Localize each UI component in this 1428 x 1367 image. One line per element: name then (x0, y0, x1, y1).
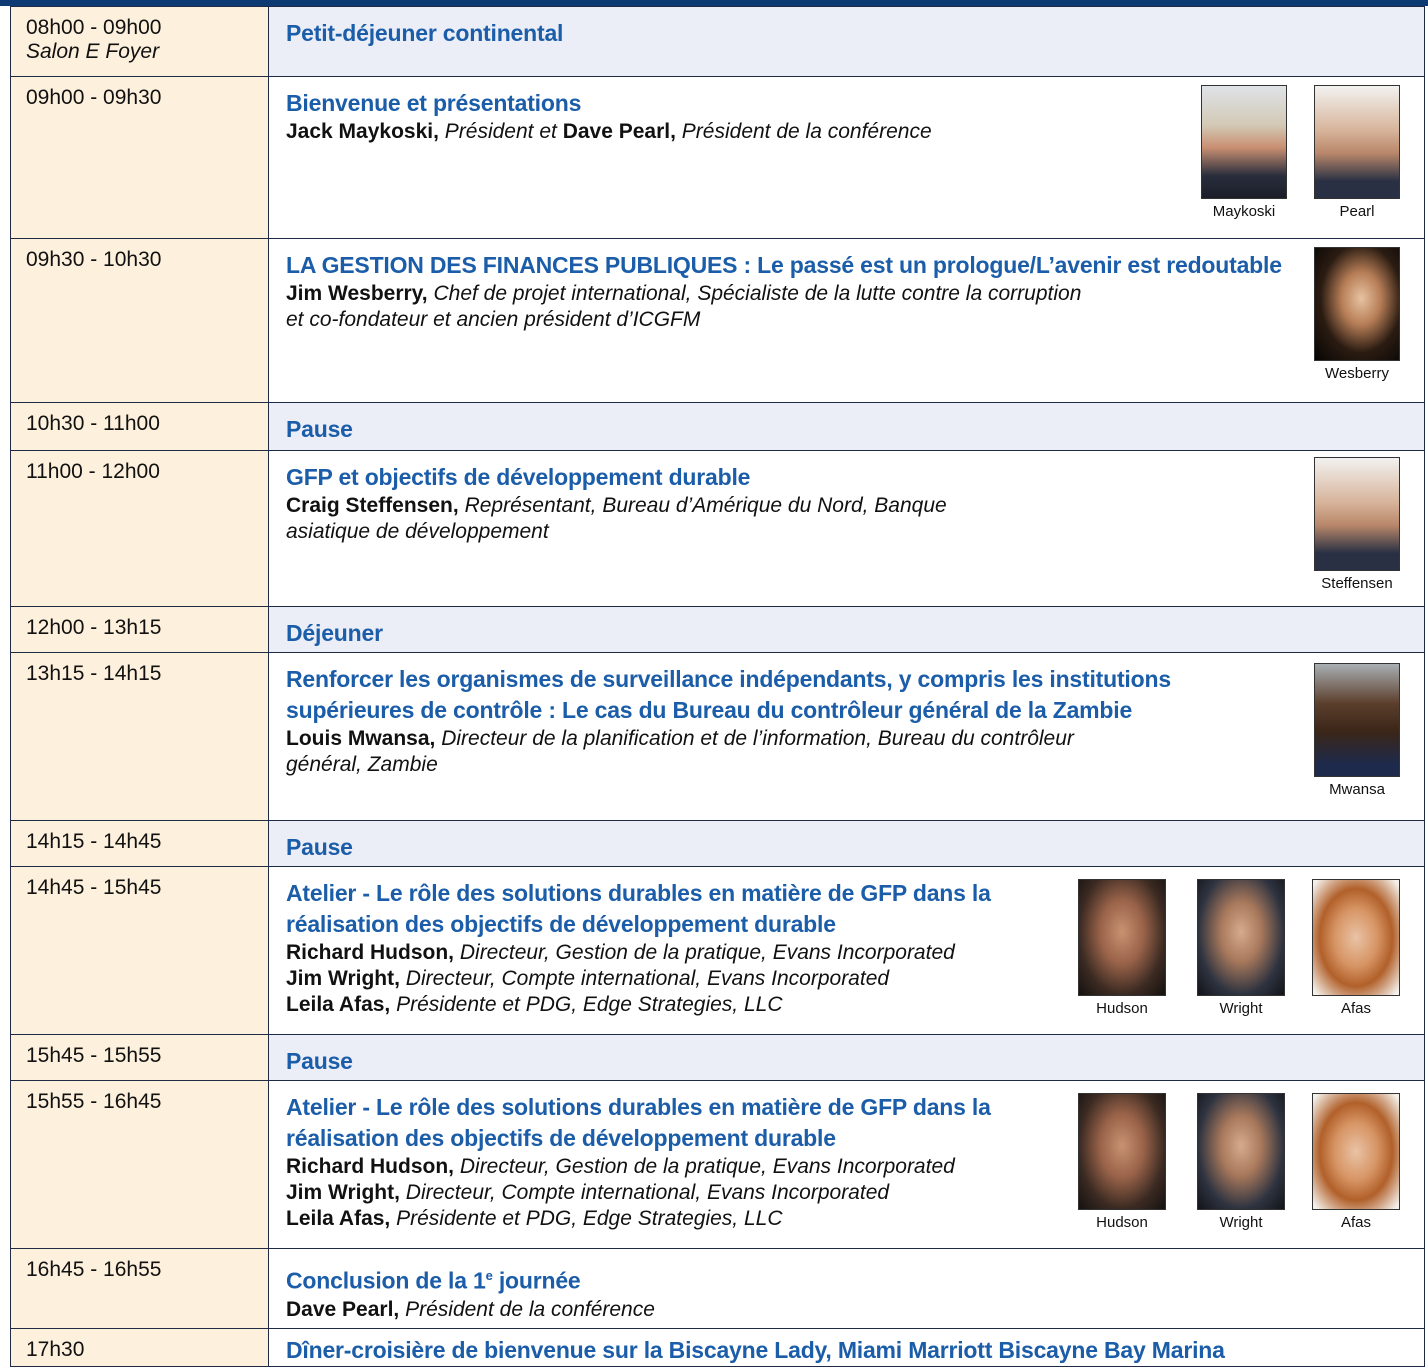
session-cell (269, 1035, 1425, 1081)
session-cell (269, 653, 1425, 821)
photo-caption: Hudson (1096, 1214, 1148, 1231)
session-cell (269, 1329, 1425, 1367)
portrait-image (1201, 85, 1287, 199)
speaker-name: Leila Afas, (286, 1207, 391, 1230)
title-text: journée (492, 1267, 581, 1294)
time-cell (11, 821, 269, 867)
session-title: Bienvenue et présentations (286, 90, 582, 116)
speaker-photo (1312, 879, 1400, 1018)
speaker-name: Jim Wright, (286, 967, 400, 990)
time-label: 09h00 - 09h30 (26, 86, 162, 109)
session-cell (269, 239, 1425, 403)
schedule-row (11, 451, 1425, 607)
schedule-row (11, 7, 1425, 77)
speaker-role: Directeur, Gestion de la pratique, Evans Incorporated (459, 941, 955, 964)
speaker-role: Présidente et PDG, Edge Strategies, LLC (396, 1207, 783, 1230)
speaker-name: Jim Wesberry, (286, 282, 428, 305)
speaker-role: Chef de projet international, Spécialiste de la lutte contre la corruption (433, 282, 1082, 305)
photo-caption: Mwansa (1329, 781, 1385, 798)
time-cell (11, 239, 269, 403)
speaker-line (286, 726, 1424, 778)
session-title (286, 1260, 1424, 1297)
portrait-image (1314, 457, 1400, 571)
speaker-name: Craig Steffensen, (286, 494, 459, 517)
photo-caption: Afas (1340, 1214, 1371, 1231)
speaker-photo (1201, 85, 1287, 221)
session-title: Renforcer les organismes de surveillance indépendants, y compris les institutions (286, 666, 1171, 692)
speaker-name: Dave Pearl, (286, 1297, 400, 1321)
time-label: 16h45 - 16h55 (26, 1258, 162, 1281)
schedule-row (11, 607, 1425, 653)
time-cell (11, 451, 269, 607)
portrait-image (1314, 85, 1400, 199)
session-cell (269, 867, 1425, 1035)
speaker-role: Président et (444, 120, 557, 143)
time-label: 11h00 - 12h00 (26, 460, 160, 483)
schedule-row (11, 653, 1425, 821)
title-text: Conclusion de la 1 (286, 1267, 486, 1294)
time-cell (11, 403, 269, 451)
session-cell (269, 7, 1425, 77)
time-cell (11, 1081, 269, 1249)
speaker-photo (1314, 247, 1400, 383)
session-cell (269, 77, 1425, 239)
time-cell (11, 653, 269, 821)
speaker-photo (1197, 1093, 1285, 1232)
time-label: 08h00 - 09h00 (26, 16, 162, 39)
portrait-image (1314, 663, 1400, 777)
speaker-role: Président de la conférence (681, 120, 932, 143)
time-cell (11, 77, 269, 239)
time-label: 14h15 - 14h45 (26, 830, 162, 853)
speaker-line (286, 493, 1424, 545)
session-title: Petit-déjeuner continental (286, 20, 564, 46)
speaker-role: Directeur, Compte international, Evans Incorporated (405, 1181, 890, 1204)
time-label: 10h30 - 11h00 (26, 412, 160, 435)
time-cell (11, 1249, 269, 1329)
session-title: Déjeuner (286, 620, 383, 646)
speaker-line (286, 1297, 1424, 1323)
speaker-role: général, Zambie (286, 753, 438, 776)
speaker-role: Représentant, Bureau d’Amérique du Nord, Banque (464, 494, 947, 517)
portrait-image (1312, 1093, 1400, 1210)
time-cell (11, 1329, 269, 1367)
session-cell (269, 821, 1425, 867)
speaker-photo (1314, 457, 1400, 593)
photo-caption: Hudson (1096, 1000, 1148, 1017)
session-cell (269, 607, 1425, 653)
session-title: GFP et objectifs de développement durable (286, 464, 751, 490)
photo-caption: Steffensen (1321, 575, 1393, 592)
schedule-row (11, 867, 1425, 1035)
time-label: 09h30 - 10h30 (26, 248, 162, 271)
speaker-role: Présidente et PDG, Edge Strategies, LLC (396, 993, 783, 1016)
schedule-row (11, 1249, 1425, 1329)
speaker-name: Richard Hudson, (286, 941, 455, 964)
speaker-role: Directeur, Compte international, Evans Incorporated (405, 967, 890, 990)
schedule-row (11, 239, 1425, 403)
speaker-photo (1078, 1093, 1166, 1232)
session-title: Pause (286, 1048, 353, 1074)
time-cell (11, 7, 269, 77)
photo-caption: Pearl (1339, 203, 1375, 220)
time-label: 15h55 - 16h45 (26, 1090, 162, 1113)
schedule-row (11, 77, 1425, 239)
title-superscript: e (485, 1268, 493, 1283)
portrait-image (1197, 1093, 1285, 1210)
time-label: 15h45 - 15h55 (26, 1044, 162, 1067)
speaker-name: Jack Maykoski, (286, 120, 439, 143)
schedule-row (11, 1329, 1425, 1367)
session-cell (269, 403, 1425, 451)
time-cell (11, 1035, 269, 1081)
time-label: 13h15 - 14h15 (26, 662, 162, 685)
session-title: supérieures de contrôle : Le cas du Bureau du contrôleur général de la Zambie (286, 697, 1133, 723)
speaker-role: et co-fondateur et ancien président d’ICGFM (286, 308, 701, 331)
time-cell (11, 607, 269, 653)
session-cell (269, 1081, 1425, 1249)
speaker-name: Richard Hudson, (286, 1155, 455, 1178)
portrait-image (1078, 1093, 1166, 1210)
schedule-row (11, 1035, 1425, 1081)
speaker-role: Directeur de la planification et de l’information, Bureau du contrôleur (441, 727, 1074, 750)
session-title: Atelier - Le rôle des solutions durables en matière de GFP dans la (286, 880, 991, 906)
speaker-name: Leila Afas, (286, 993, 391, 1016)
portrait-image (1314, 247, 1400, 361)
schedule-row (11, 403, 1425, 451)
session-cell (269, 451, 1425, 607)
speaker-role: asiatique de développement (286, 520, 549, 543)
photo-caption: Wright (1219, 1000, 1263, 1017)
speaker-photo (1197, 879, 1285, 1018)
portrait-image (1312, 879, 1400, 996)
speaker-name: Jim Wright, (286, 1181, 400, 1204)
speaker-photo (1314, 85, 1400, 221)
time-label: 14h45 - 15h45 (26, 876, 162, 899)
schedule-table (10, 6, 1425, 1367)
speaker-role: Président de la conférence (405, 1297, 655, 1321)
time-cell (11, 867, 269, 1035)
session-title: réalisation des objectifs de développement durable (286, 1125, 836, 1151)
portrait-image (1078, 879, 1166, 996)
photo-caption: Wright (1219, 1214, 1263, 1231)
session-title: LA GESTION DES FINANCES PUBLIQUES : Le passé est un prologue/L’avenir est redoutable (286, 252, 1282, 278)
speaker-name: Louis Mwansa, (286, 727, 436, 750)
photo-caption: Wesberry (1325, 365, 1389, 382)
session-cell (269, 1249, 1425, 1329)
session-title: Pause (286, 834, 353, 860)
time-label: 12h00 - 13h15 (26, 616, 162, 639)
session-title: réalisation des objectifs de développement durable (286, 911, 836, 937)
speaker-photo (1314, 663, 1400, 799)
speaker-role: Directeur, Gestion de la pratique, Evans Incorporated (459, 1155, 955, 1178)
speaker-photo (1078, 879, 1166, 1018)
schedule-row (11, 821, 1425, 867)
schedule-row (11, 1081, 1425, 1249)
photo-caption: Maykoski (1212, 203, 1276, 220)
session-title: Atelier - Le rôle des solutions durables en matière de GFP dans la (286, 1094, 991, 1120)
photo-caption: Afas (1340, 1000, 1371, 1017)
time-label: 17h30 (26, 1338, 85, 1361)
portrait-image (1197, 879, 1285, 996)
location-label: Salon E Foyer (26, 40, 160, 63)
session-title: Pause (286, 416, 353, 442)
speaker-line (286, 281, 1424, 333)
session-title: Dîner-croisière de bienvenue sur la Biscayne Lady, Miami Marriott Biscayne Bay Marina (286, 1337, 1225, 1363)
speaker-name: Dave Pearl, (562, 120, 676, 143)
speaker-photo (1312, 1093, 1400, 1232)
